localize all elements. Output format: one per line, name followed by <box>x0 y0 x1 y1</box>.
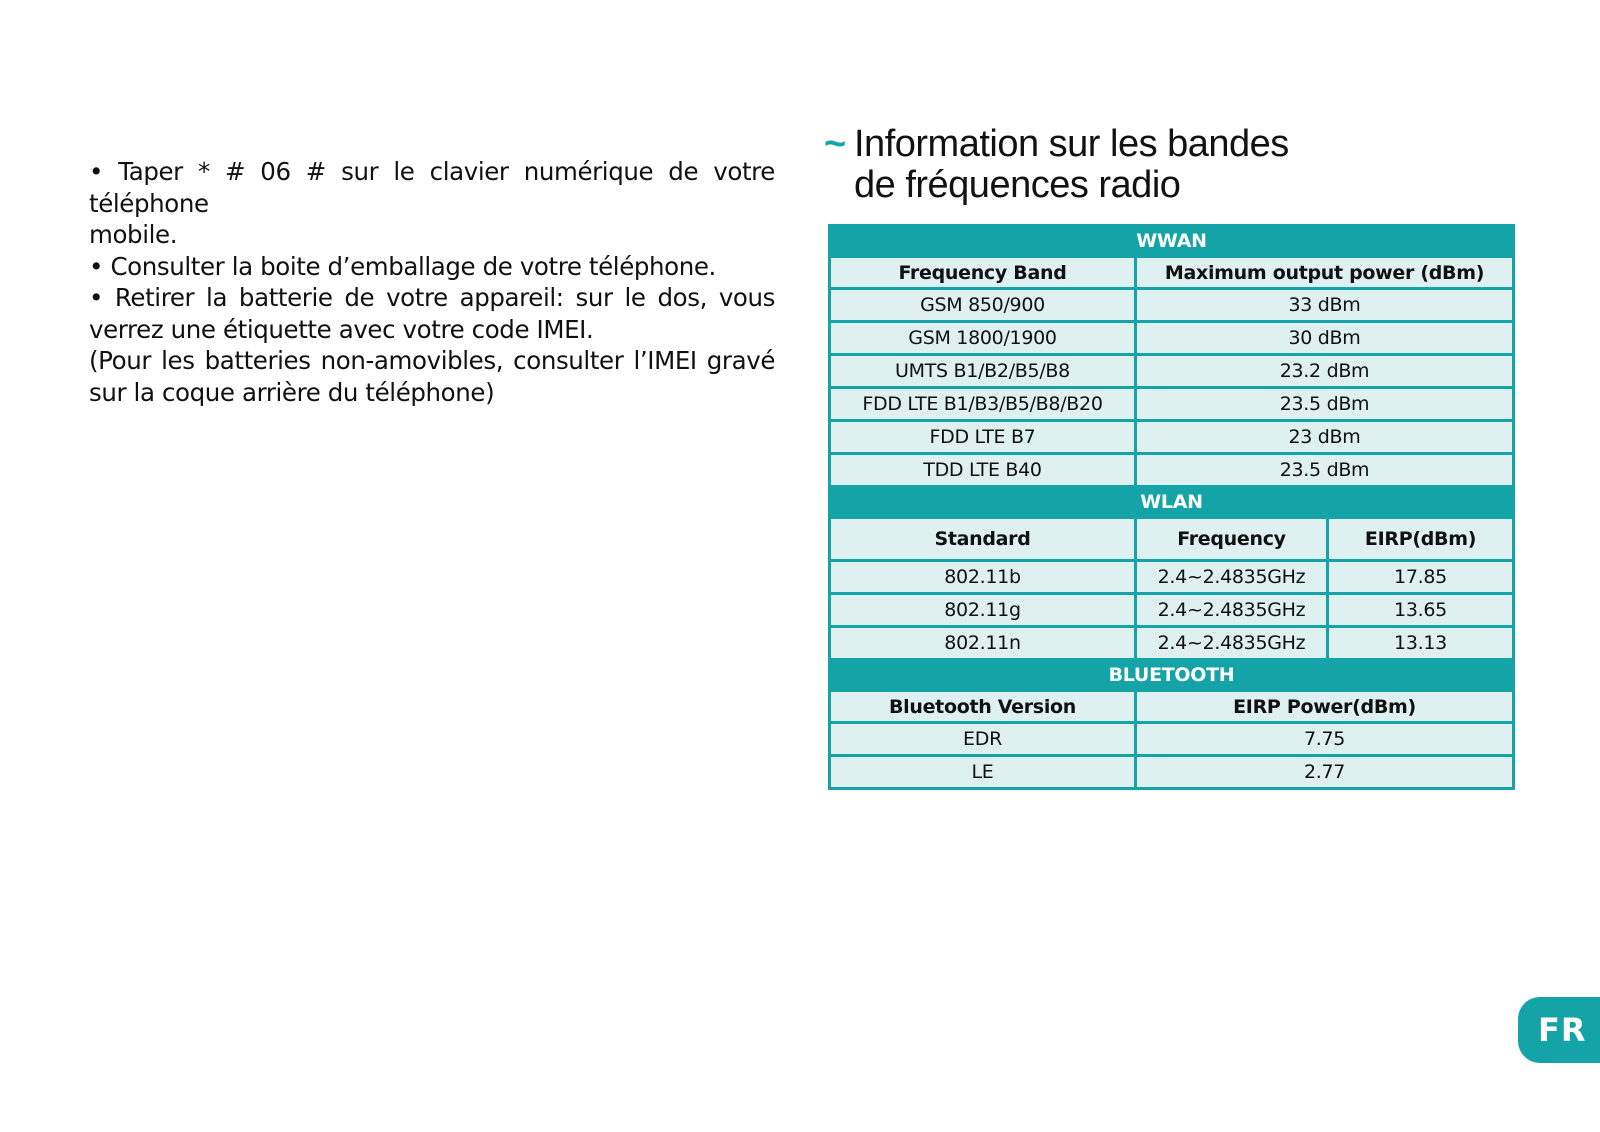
table-cell: 2.4~2.4835GHz <box>1136 561 1328 594</box>
column-header: Bluetooth Version <box>830 691 1136 723</box>
table-cell: 2.4~2.4835GHz <box>1136 594 1328 627</box>
table-row <box>830 594 1514 627</box>
table-row <box>830 454 1514 487</box>
table-row <box>830 627 1514 660</box>
table-row <box>830 421 1514 454</box>
table-row <box>830 355 1514 388</box>
wlan-column-headers <box>830 518 1514 561</box>
table-cell: 2.4~2.4835GHz <box>1136 627 1328 660</box>
language-tab[interactable]: FR <box>1518 997 1600 1063</box>
instruction-line: • Taper * # 06 # sur le clavier numérique de votre téléphone <box>89 157 775 218</box>
table-cell: 23.5 dBm <box>1136 454 1514 487</box>
wlan-section-header <box>830 487 1514 518</box>
table-cell: 802.11b <box>830 561 1136 594</box>
section-title: Information sur les bandes de fréquences radio <box>854 123 1289 206</box>
table-cell: 17.85 <box>1328 561 1514 594</box>
table-cell: EDR <box>830 723 1136 756</box>
table-cell: GSM 1800/1900 <box>830 322 1136 355</box>
table-cell: 23.5 dBm <box>1136 388 1514 421</box>
instruction-line: verrez une étiquette avec votre code IMEI. <box>89 314 594 344</box>
table-cell: FDD LTE B7 <box>830 421 1136 454</box>
column-header: Frequency <box>1136 518 1328 561</box>
column-header: Standard <box>830 518 1136 561</box>
table-cell: TDD LTE B40 <box>830 454 1136 487</box>
table-cell: UMTS B1/B2/B5/B8 <box>830 355 1136 388</box>
bluetooth-title: BLUETOOTH <box>830 660 1514 691</box>
table-row <box>830 756 1514 789</box>
column-header: Frequency Band <box>830 257 1136 289</box>
table-cell: LE <box>830 756 1136 789</box>
bluetooth-column-headers <box>830 691 1514 723</box>
table-cell: 13.13 <box>1328 627 1514 660</box>
table-cell: 30 dBm <box>1136 322 1514 355</box>
table-cell: 7.75 <box>1136 723 1514 756</box>
column-header: Maximum output power (dBm) <box>1136 257 1514 289</box>
table-row <box>830 289 1514 322</box>
instruction-line: • Retirer la batterie de votre appareil: sur le dos, vous <box>89 283 775 312</box>
instruction-line: mobile. <box>89 220 178 249</box>
table-cell: FDD LTE B1/B3/B5/B8/B20 <box>830 388 1136 421</box>
column-header: EIRP Power(dBm) <box>1136 691 1514 723</box>
table-cell: GSM 850/900 <box>830 289 1136 322</box>
table-row <box>830 388 1514 421</box>
wwan-title: WWAN <box>830 226 1514 257</box>
instruction-line: sur la coque arrière du téléphone) <box>89 377 495 407</box>
table-cell: 2.77 <box>1136 756 1514 789</box>
instruction-line: • Consulter la boite d’emballage de votre téléphone. <box>89 251 716 281</box>
wlan-title: WLAN <box>830 487 1514 518</box>
radio-frequency-table <box>828 224 1515 790</box>
imei-instructions <box>89 156 775 408</box>
table-cell: 23.2 dBm <box>1136 355 1514 388</box>
section-heading <box>824 124 1289 206</box>
column-header: EIRP(dBm) <box>1328 518 1514 561</box>
table-cell: 23 dBm <box>1136 421 1514 454</box>
wwan-column-headers <box>830 257 1514 289</box>
table-cell: 802.11n <box>830 627 1136 660</box>
table-row <box>830 322 1514 355</box>
table-cell: 802.11g <box>830 594 1136 627</box>
table-cell: 13.65 <box>1328 594 1514 627</box>
bluetooth-section-header <box>830 660 1514 691</box>
wwan-section-header <box>830 226 1514 257</box>
instruction-line: (Pour les batteries non-amovibles, consulter l’IMEI gravé <box>89 346 775 375</box>
table-row <box>830 561 1514 594</box>
tilde-marker-icon: ~ <box>824 123 846 165</box>
table-cell: 33 dBm <box>1136 289 1514 322</box>
table-row <box>830 723 1514 756</box>
